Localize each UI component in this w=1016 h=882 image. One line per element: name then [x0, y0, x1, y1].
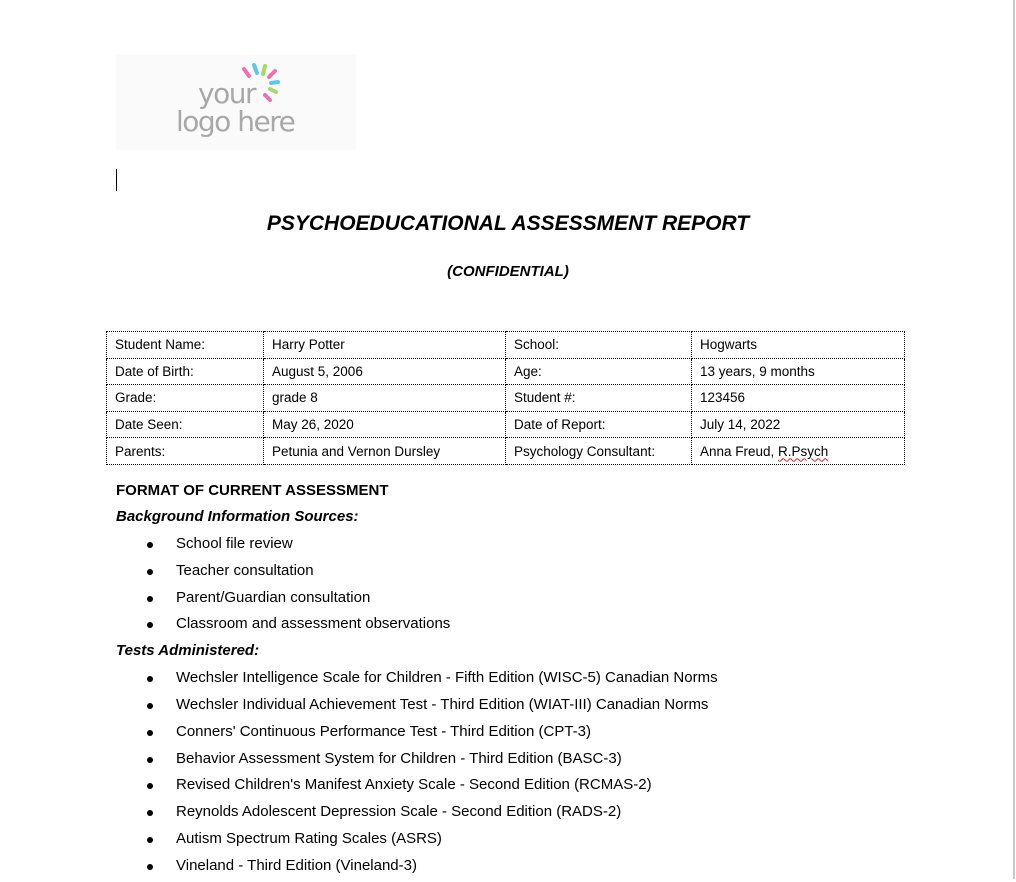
logo-ray [271, 82, 278, 83]
report-subtitle: (CONFIDENTIAL) [447, 263, 569, 280]
list-item-text: Reynolds Adolescent Depression Scale - Second Edition (RADS-2) [176, 803, 622, 821]
student-info-table [106, 331, 905, 465]
list-item [116, 533, 976, 560]
list-item [116, 613, 976, 640]
list-item-text: Classroom and assessment observations [176, 615, 451, 633]
text-cursor [116, 169, 117, 191]
assessment-format-section [116, 480, 976, 882]
bullet-icon [147, 596, 153, 602]
value-grade[interactable]: grade 8 [264, 385, 506, 412]
background-sources-heading: Background Information Sources: [116, 508, 359, 525]
bullet-icon [147, 730, 153, 736]
spelling-flagged-word[interactable]: R.Psych [778, 443, 829, 459]
list-item-text: Behavior Assessment System for Children - Third Edition (BASC-3) [176, 749, 622, 767]
list-item-text: Revised Children's Manifest Anxiety Scale - Second Edition (RCMAS-2) [176, 776, 652, 794]
list-item-text: Autism Spectrum Rating Scales (ASRS) [176, 829, 442, 847]
bullet-icon [147, 676, 153, 682]
page-edge [1013, 0, 1015, 879]
list-item [116, 560, 976, 587]
label-age: Age: [506, 358, 692, 385]
table-row [107, 438, 905, 465]
list-item-text: Teacher consultation [176, 561, 314, 579]
list-item [116, 694, 976, 721]
value-student-name[interactable]: Harry Potter [264, 332, 506, 359]
report-title [0, 212, 1016, 236]
list-item [116, 855, 976, 882]
value-student-number[interactable]: 123456 [692, 385, 905, 412]
section-heading: FORMAT OF CURRENT ASSESSMENT [116, 482, 389, 499]
logo-placeholder[interactable] [116, 55, 356, 150]
list-item [116, 801, 976, 828]
label-date-of-birth: Date of Birth: [107, 358, 264, 385]
list-item [116, 721, 976, 748]
table-row [107, 358, 905, 385]
label-school: School: [506, 332, 692, 359]
value-date-seen[interactable]: May 26, 2020 [264, 411, 506, 438]
bullet-icon [147, 864, 153, 870]
bullet-icon [147, 837, 153, 843]
logo-ray [254, 65, 257, 73]
value-date-of-report[interactable]: July 14, 2022 [692, 411, 905, 438]
bullet-icon [147, 703, 153, 709]
bullet-icon [147, 622, 153, 628]
bullet-icon [147, 783, 153, 789]
list-item-text: Wechsler Intelligence Scale for Children - Fifth Edition (WISC-5) Canadian Norms [176, 669, 718, 687]
value-date-of-birth[interactable]: August 5, 2006 [264, 358, 506, 385]
label-date-of-report: Date of Report: [506, 411, 692, 438]
list-item [116, 667, 976, 694]
list-item [116, 828, 976, 855]
tests-administered-heading: Tests Administered: [116, 642, 260, 660]
value-parents[interactable]: Petunia and Vernon Dursley [264, 438, 506, 465]
logo-ray [270, 89, 276, 92]
list-item-text: Conners' Continuous Performance Test - Third Edition (CPT-3) [176, 722, 591, 740]
list-item-text: School file review [176, 535, 293, 552]
logo-ray [265, 95, 270, 100]
value-age[interactable]: 13 years, 9 months [692, 358, 905, 385]
label-student-number: Student #: [506, 385, 692, 412]
logo-text-line1: your [198, 77, 255, 110]
label-student-name: Student Name: [107, 332, 264, 359]
label-psychology-consultant: Psychology Consultant: [506, 438, 692, 465]
value-psychology-consultant[interactable] [692, 438, 905, 465]
table-row [107, 411, 905, 438]
bullet-icon [147, 757, 153, 763]
list-item-text: Vineland - Third Edition (Vineland-3) [176, 856, 417, 874]
list-item [116, 748, 976, 775]
bullet-icon [147, 810, 153, 816]
list-item-text: Wechsler Individual Achievement Test - Third Edition (WIAT-III) Canadian Norms [176, 695, 709, 713]
list-item [116, 774, 976, 801]
bullet-icon [147, 569, 153, 575]
logo-ray [263, 66, 265, 74]
report-title-text: PSYCHOEDUCATIONAL ASSESSMENT REPORT [266, 212, 750, 235]
label-date-seen: Date Seen: [107, 411, 264, 438]
bullet-icon [147, 542, 153, 548]
list-item [116, 587, 976, 614]
consultant-name: Anna Freud, [700, 443, 779, 459]
logo-ray [269, 71, 275, 77]
logo-text-line2: logo here [176, 105, 295, 138]
label-grade: Grade: [107, 385, 264, 412]
tests-administered-list [116, 667, 976, 881]
table-row [107, 385, 905, 412]
logo-image [116, 55, 356, 150]
logo-ray [244, 69, 249, 76]
background-sources-list [116, 533, 976, 640]
label-parents: Parents: [107, 438, 264, 465]
value-school[interactable]: Hogwarts [692, 332, 905, 359]
list-item-text: Parent/Guardian consultation [176, 588, 371, 606]
table-row [107, 332, 905, 359]
